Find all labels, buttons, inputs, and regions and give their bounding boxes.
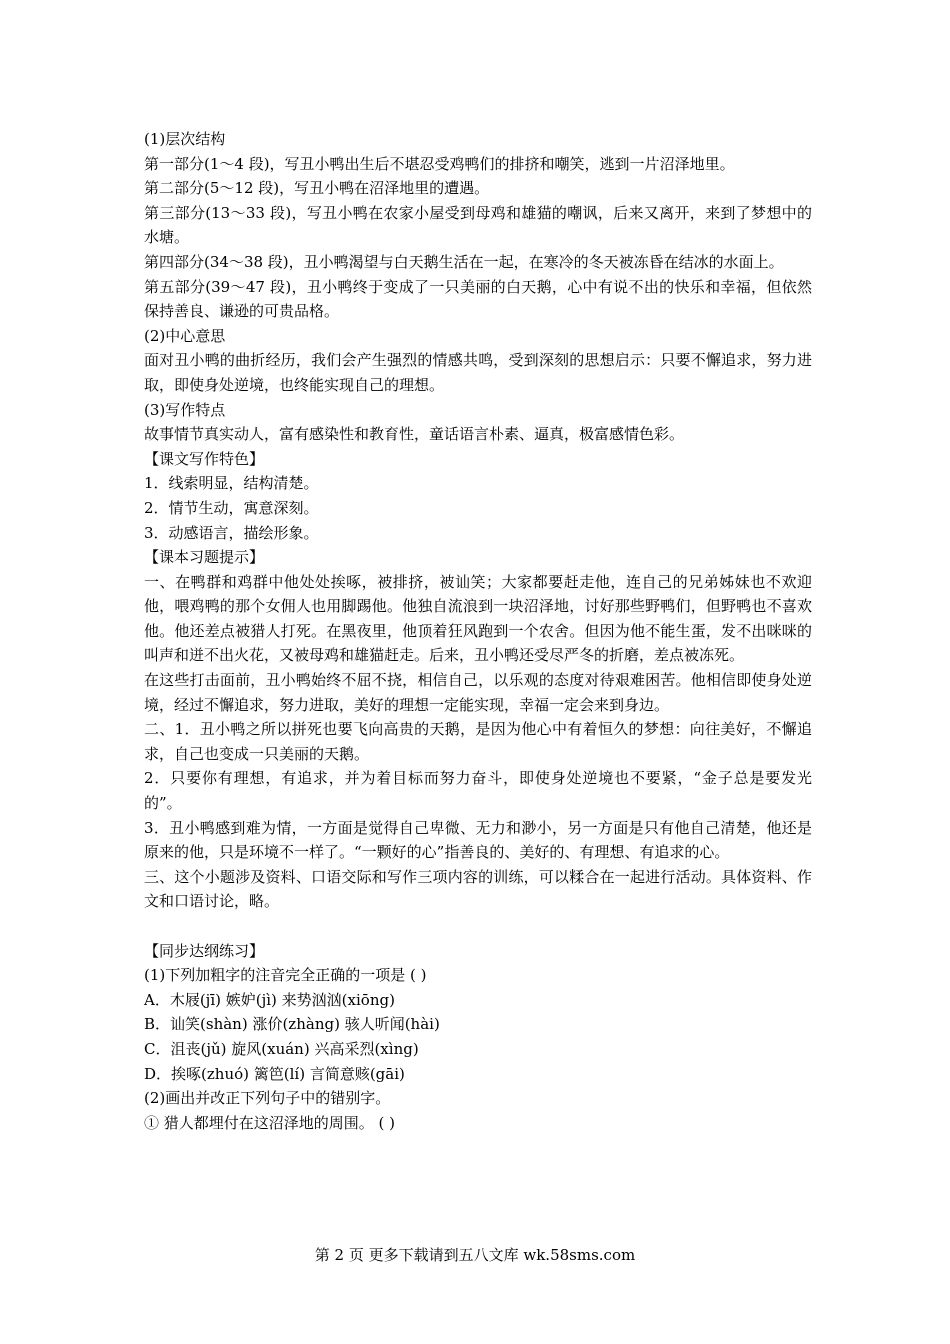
paragraph-hint-1: 一、在鸭群和鸡群中他处处挨啄，被排挤，被讪笑；大家都要赶走他，连自己的兄弟姊妹也不欢迎他，喂鸡鸭的那个女佣人也用脚踢他。他独自流浪到一块沼泽地，讨好那些野鸭们，但野鸭也不喜欢他。他还差点被猎人打死。在黑夜里，他顶着狂风跑到一个农舍。但因为他不能生蛋，发不出咪咪的叫声和迸不出火花，又被母鸡和雄猫赶走。后来，丑小鸭还受尽严冬的折磨，差点被冻死。	[144, 572, 812, 665]
feature-item-3: 3．动感语言，描绘形象。	[144, 523, 319, 542]
paragraph-hint-2-3: 3．丑小鸭感到难为情，一方面是觉得自己卑微、无力和渺小，另一方面是只有他自己清楚，他还是原来的他，只是环境不一样了。“一颗好的心”指善良的、美好的、有理想、有追求的心。	[144, 818, 812, 862]
section-heading-practice: 【同步达纲练习】	[144, 941, 265, 960]
paragraph-central-idea: 面对丑小鸭的曲折经历，我们会产生强烈的情感共鸣，受到深刻的思想启示：只要不懈追求，努力进取，即使身处逆境，也终能实现自己的理想。	[144, 351, 812, 394]
heading-writing-features: (3)写作特点	[144, 400, 226, 419]
question-1-option-b: B．讪笑(shàn) 涨价(zhàng) 骇人听闻(hài)	[144, 1015, 440, 1034]
heading-central-idea: (2)中心意思	[144, 326, 226, 345]
heading-structure: (1)层次结构	[144, 130, 226, 148]
question-1: (1)下列加粗字的注音完全正确的一项是 ( )	[144, 966, 427, 985]
paragraph-writing-features: 故事情节真实动人，富有感染性和教育性，童话语言朴素、逼真，极富感情色彩。	[144, 425, 685, 444]
page-footer: 第 2 页 更多下载请到五八文库 wk.58sms.com	[314, 1246, 636, 1264]
paragraph-part-5: 第五部分(39～47 段)，丑小鸭终于变成了一只美丽的白天鹅，心中有说不出的快乐和幸福，但依然保持善良、谦逊的可贵品格。	[144, 277, 812, 321]
section-heading-exercise-hints: 【课本习题提示】	[144, 548, 265, 567]
paragraph-hint-1-continued: 在这些打击面前，丑小鸭始终不屈不挠，相信自己，以乐观的态度对待艰难困苦。他相信即使身处逆境，经过不懈追求，努力进取，美好的理想一定能实现，幸福一定会来到身边。	[144, 671, 812, 714]
paragraph-part-3: 第三部分(13～33 段)，写丑小鸭在农家小屋受到母鸡和雄猫的嘲讽，后来又离开，来到了梦想中的水塘。	[144, 203, 812, 247]
question-2-item-1: ① 猎人都埋付在这沼泽地的周围。 ( )	[144, 1113, 396, 1132]
feature-item-2: 2．情节生动，寓意深刻。	[144, 498, 319, 517]
question-1-option-a: A．木屐(jī) 嫉妒(jì) 来势汹汹(xiōng)	[144, 990, 395, 1009]
question-1-option-d: D．挨啄(zhuó) 篱笆(lí) 言简意赅(gāi)	[144, 1064, 405, 1083]
paragraph-part-4: 第四部分(34～38 段)，丑小鸭渴望与白天鹅生活在一起，在寒冷的冬天被冻昏在结冰的水面上。	[144, 252, 784, 271]
question-2: (2)画出并改正下列句子中的错别字。	[144, 1089, 391, 1108]
blank-line	[144, 914, 812, 939]
document-body	[144, 127, 812, 1135]
paragraph-part-1: 第一部分(1～4 段)，写丑小鸭出生后不堪忍受鸡鸭们的排挤和嘲笑，逃到一片沼泽地里。	[144, 154, 735, 173]
paragraph-hint-3: 三、这个小题涉及资料、口语交际和写作三项内容的训练，可以糅合在一起进行活动。具体资料、作文和口语讨论，略。	[144, 867, 812, 911]
section-heading-text-features: 【课文写作特色】	[144, 449, 265, 468]
paragraph-hint-2-1: 二、1．丑小鸭之所以拼死也要飞向高贵的天鹅，是因为他心中有着恒久的梦想：向往美好，不懈追求，自己也变成一只美丽的天鹅。	[144, 720, 812, 763]
question-1-option-c: C．沮丧(jǔ) 旋风(xuán) 兴高采烈(xìng)	[144, 1039, 419, 1058]
paragraph-part-2: 第二部分(5～12 段)，写丑小鸭在沼泽地里的遭遇。	[144, 179, 490, 198]
feature-item-1: 1．线索明显，结构清楚。	[144, 474, 319, 493]
paragraph-hint-2-2: 2．只要你有理想，有追求，并为着目标而努力奋斗，即使身处逆境也不要紧，“金子总是要发光的”。	[144, 769, 812, 813]
